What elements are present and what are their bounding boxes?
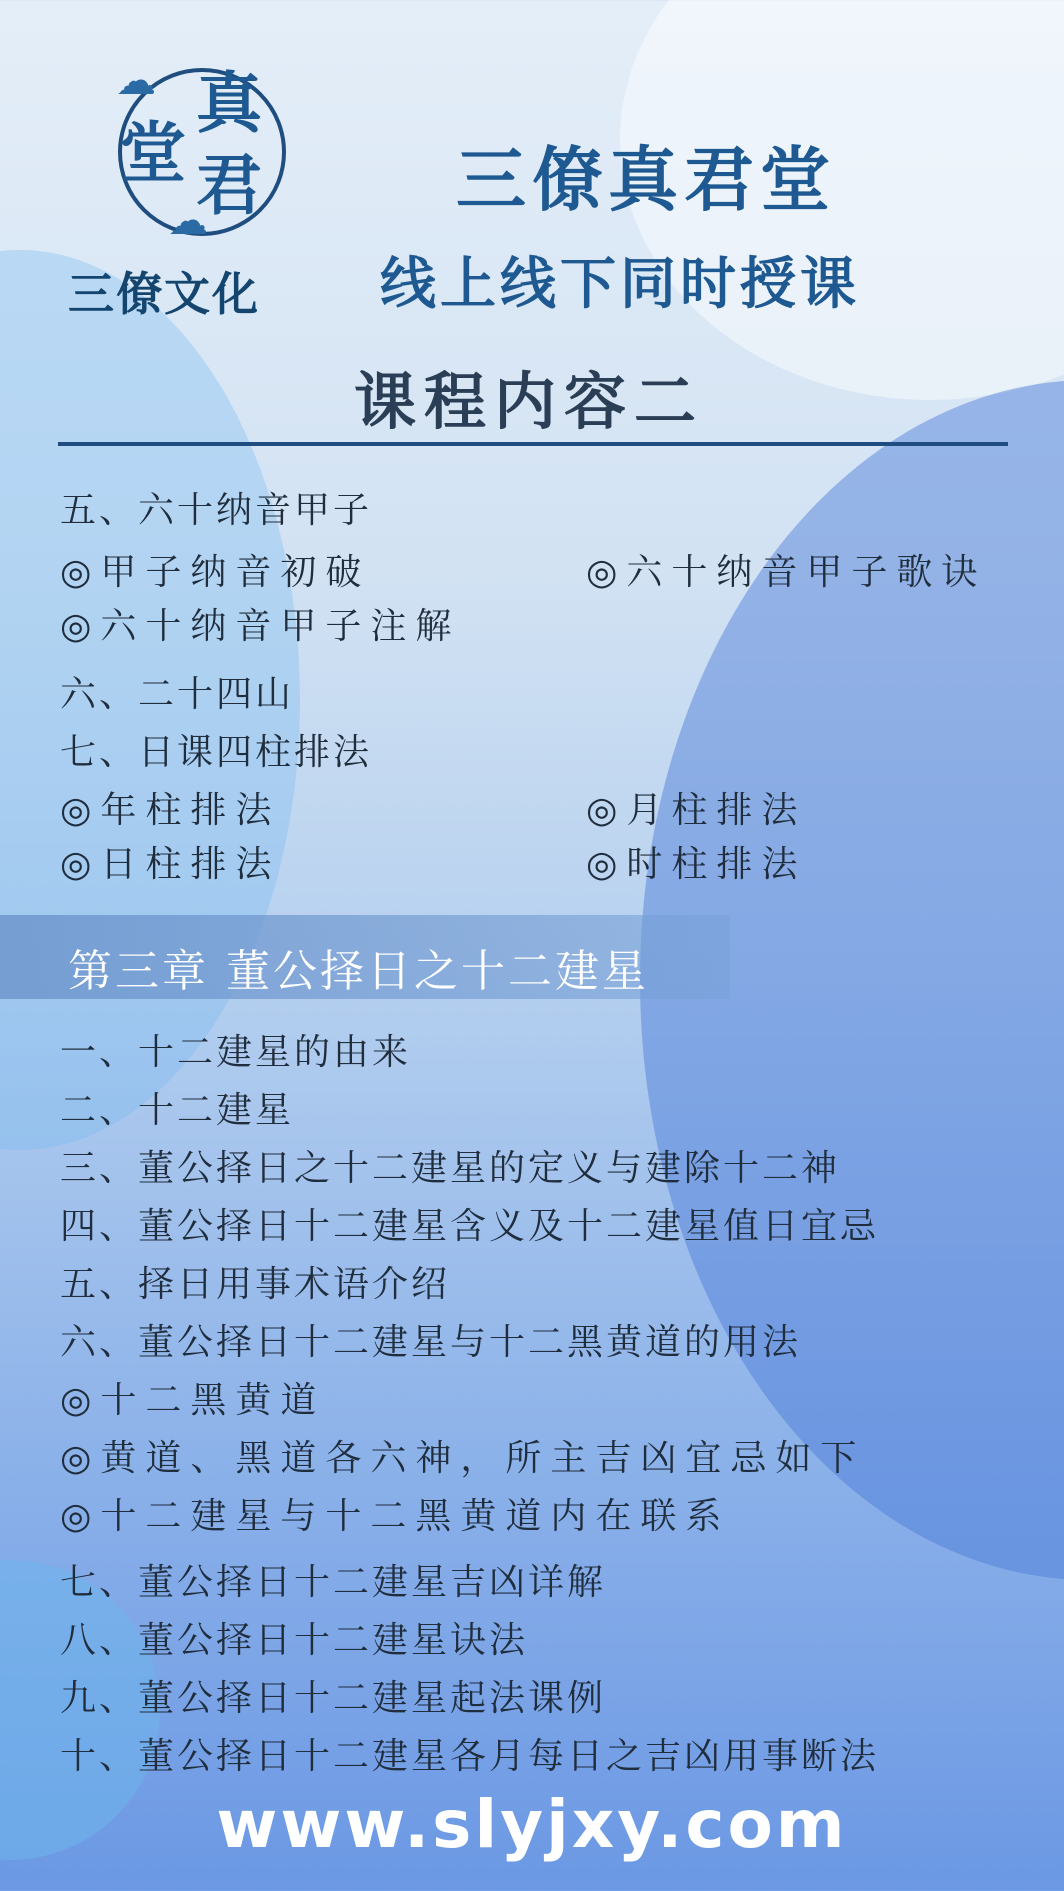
course-heading: 六、二十四山 [60,674,295,715]
course-item: 八、董公择日十二建星诀法 [60,1620,529,1661]
course-heading: 七、日课四柱排法 [60,732,373,773]
chapter-title: 第三章 董公择日之十二建星 [68,946,649,997]
course-subitem: ◎年柱排法 [60,790,281,831]
logo-text: 三僚文化 [68,267,260,321]
page-title: 三僚真君堂 [456,139,836,221]
course-subitem: ◎六十纳音甲子注解 [60,606,461,647]
course-item: 四、董公择日十二建星含义及十二建星值日宜忌 [60,1206,880,1247]
course-item: 九、董公择日十二建星起法课例 [60,1678,607,1719]
divider [58,442,1008,446]
course-item: 十、董公择日十二建星各月每日之吉凶用事断法 [60,1736,880,1777]
logo-char: 堂 [120,114,186,192]
course-subitem: ◎日柱排法 [60,844,281,885]
course-subitem: ◎黄道、黑道各六神，所主吉凶宜忌如下 [60,1438,866,1479]
cloud-icon: ☁ [116,58,156,104]
section-title: 课程内容二 [354,365,705,438]
course-subitem: ◎六十纳音甲子歌诀 [586,552,987,593]
course-subitem: ◎甲子纳音初破 [60,552,371,593]
course-item: 六、董公择日十二建星与十二黑黄道的用法 [60,1322,802,1363]
course-item: 七、董公择日十二建星吉凶详解 [60,1562,607,1603]
course-subitem: ◎时柱排法 [586,844,807,885]
course-item: 一、十二建星的由来 [60,1032,412,1073]
course-subitem: ◎十二黑黄道 [60,1380,326,1421]
logo-char: 君 [196,146,262,224]
course-subitem: ◎十二建星与十二黑黄道内在联系 [60,1496,731,1537]
website-url: www.slyjxy.com [216,1786,848,1863]
page-subtitle: 线上线下同时授课 [380,252,860,317]
course-heading: 五、六十纳音甲子 [60,490,373,531]
course-subitem: ◎月柱排法 [586,790,807,831]
logo [108,58,298,244]
course-item: 二、十二建星 [60,1090,295,1131]
course-item: 三、董公择日之十二建星的定义与建除十二神 [60,1148,841,1189]
cloud-icon: ☁ [168,198,208,244]
course-item: 五、择日用事术语介绍 [60,1264,451,1305]
logo-char: 真 [196,64,262,142]
